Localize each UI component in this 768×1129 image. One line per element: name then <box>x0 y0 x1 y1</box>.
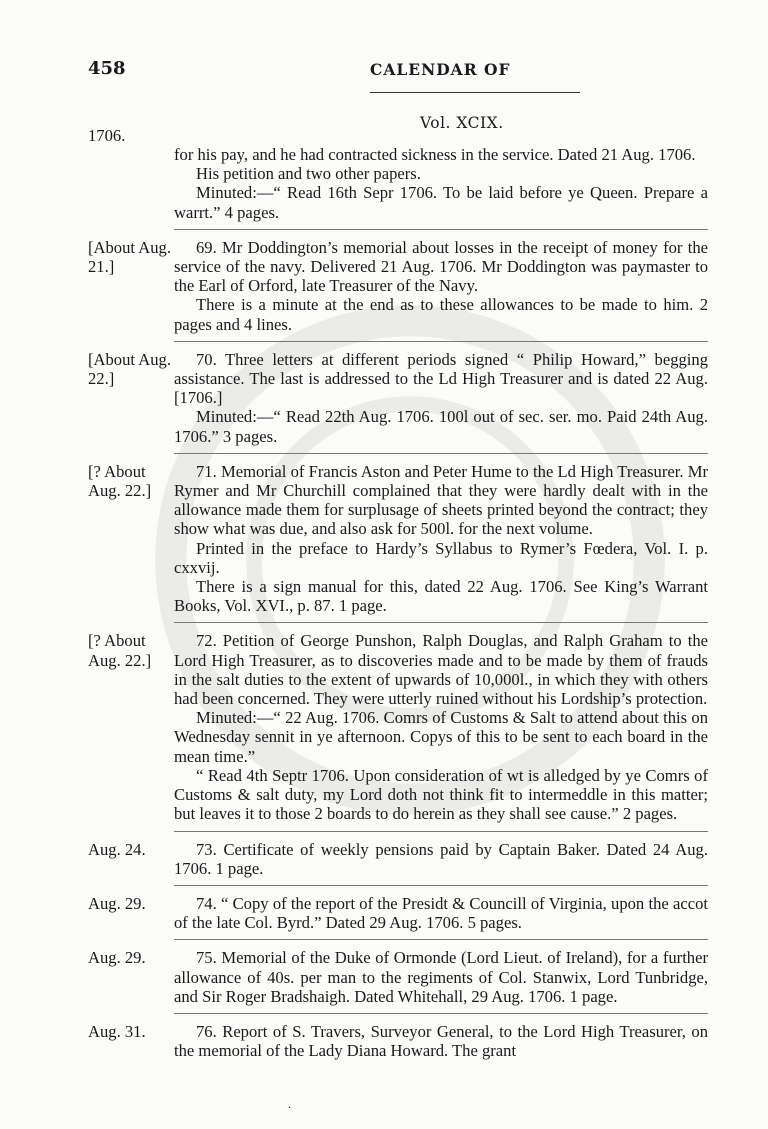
entry-divider <box>174 622 708 623</box>
entry-line: Minuted:—“ 22 Aug. 1706. Comrs of Customs & Salt to attend about this on Wednesday sennit in ye afternoon. Copys of this to be sent to each board in the mean time.” <box>174 708 708 766</box>
entry-divider <box>174 453 708 454</box>
entry-line: Minuted:—“ Read 22th Aug. 1706. 100l out of sec. ser. mo. Paid 24th Aug. 1706.” 3 pages. <box>174 407 708 446</box>
entry-divider <box>174 229 708 230</box>
volume-heading: Vol. XCIX. <box>420 114 504 132</box>
entry-line: There is a sign manual for this, dated 22 Aug. 1706. See King’s Warrant Books, Vol. XVI., p. 87. 1 page. <box>174 577 708 616</box>
entry-75 <box>88 948 708 1006</box>
footer-mark: · <box>288 1103 292 1114</box>
header-rule <box>370 92 580 93</box>
entry-76 <box>88 1022 708 1060</box>
page-header <box>88 58 708 84</box>
running-title: CALENDAR OF <box>370 60 511 79</box>
entry-line: for his pay, and he had contracted sickness in the service. Dated 21 Aug. 1706. <box>174 145 696 164</box>
entry-line: 69. Mr Doddington’s memorial about losses in the receipt of money for the service of the navy. Delivered 21 Aug. 1706. Mr Doddington was paymaster to the Earl of Orford, late Treasurer of the Navy. <box>174 237 708 296</box>
entry-date: Aug. 31. <box>88 1021 146 1041</box>
entry-line: “ Read 4th Septr 1706. Upon consideration of wt is alledged by ye Comrs of Customs & salt duty, my Lord doth not think fit to intermeddle in this matter; but leaves it to those 2 boards to do herein as they shall see cause.” 2 pages. <box>174 765 708 824</box>
entry-divider <box>174 831 708 832</box>
entry-line: 75. Memorial of the Duke of Ormonde (Lord Lieut. of Ireland), for a further allowance of 40s. per man to the regiments of Col. Stanwix, Lord Tunbridge, and Sir Roger Bradshaigh. Dated Whitehall, 29 Aug. 1706. 1 page. <box>174 948 708 1006</box>
entry-divider <box>174 1013 708 1014</box>
entry-date: Aug. 29. <box>88 948 146 968</box>
entry-70 <box>88 350 708 446</box>
entry-line: Minuted:—“ Read 16th Sepr 1706. To be laid before ye Queen. Prepare a warrt.” 4 pages. <box>174 183 708 222</box>
year-margin: 1706. <box>88 126 126 145</box>
entry-line: 73. Certificate of weekly pensions paid by Captain Baker. Dated 24 Aug. 1706. 1 page. <box>174 839 708 878</box>
entry-line: 70. Three letters at different periods signed “ Philip Howard,” begging assistance. The last is addressed to the Ld High Treasurer and is dated 22 Aug. [1706.] <box>174 349 708 408</box>
entry-line: 74. “ Copy of the report of the Presidt & Councill of Virginia, upon the accot of the late Col. Byrd.” Dated 29 Aug. 1706. 5 pages. <box>174 893 708 933</box>
entry-date: Aug. 24. <box>88 839 146 859</box>
entry-line: 72. Petition of George Punshon, Ralph Douglas, and Ralph Graham to the Lord High Treasurer, as to discoveries made and to be made by them of frauds in the salt duties to the extent of upwards of 10,000l., in which they with others had been concerned. They were utterly ruined without his Lordship’s protection. <box>174 631 708 709</box>
entry-line: Printed in the preface to Hardy’s Syllabus to Rymer’s Fœdera, Vol. I. p. cxxvij. <box>174 538 708 577</box>
entry-date: [About Aug. 21.] <box>88 237 171 277</box>
entry-date: [? About Aug. 22.] <box>88 631 152 670</box>
entry-74 <box>88 894 708 932</box>
page-number: 458 <box>88 58 126 79</box>
entry-date: [About Aug. 22.] <box>88 349 171 389</box>
entry-line: 71. Memorial of Francis Aston and Peter Hume to the Ld High Treasurer. Mr Rymer and Mr Churchill complained that they were hardly dealt with in the allowance made them for surplusage of sheets printed beyond the contract; they show what was due, and also ask for 500l. for the next volume. <box>174 461 708 539</box>
entry-line: There is a minute at the end as to these allowances to be made to him. 2 pages and 4 lines. <box>174 295 708 334</box>
entry-line: His petition and two other papers. <box>196 164 421 184</box>
entry-date: [? About Aug. 22.] <box>88 461 152 501</box>
entry-continued <box>88 126 708 222</box>
entry-divider <box>174 341 708 342</box>
entry-69 <box>88 238 708 334</box>
entry-line: 76. Report of S. Travers, Surveyor General, to the Lord High Treasurer, on the memorial of the Lady Diana Howard. The grant <box>174 1021 708 1061</box>
entry-72 <box>88 631 708 823</box>
calendar-body <box>88 124 708 1060</box>
entry-73 <box>88 840 708 878</box>
entry-divider <box>174 885 708 886</box>
entry-date: Aug. 29. <box>88 893 146 913</box>
entry-divider <box>174 939 708 940</box>
entry-71 <box>88 462 708 616</box>
